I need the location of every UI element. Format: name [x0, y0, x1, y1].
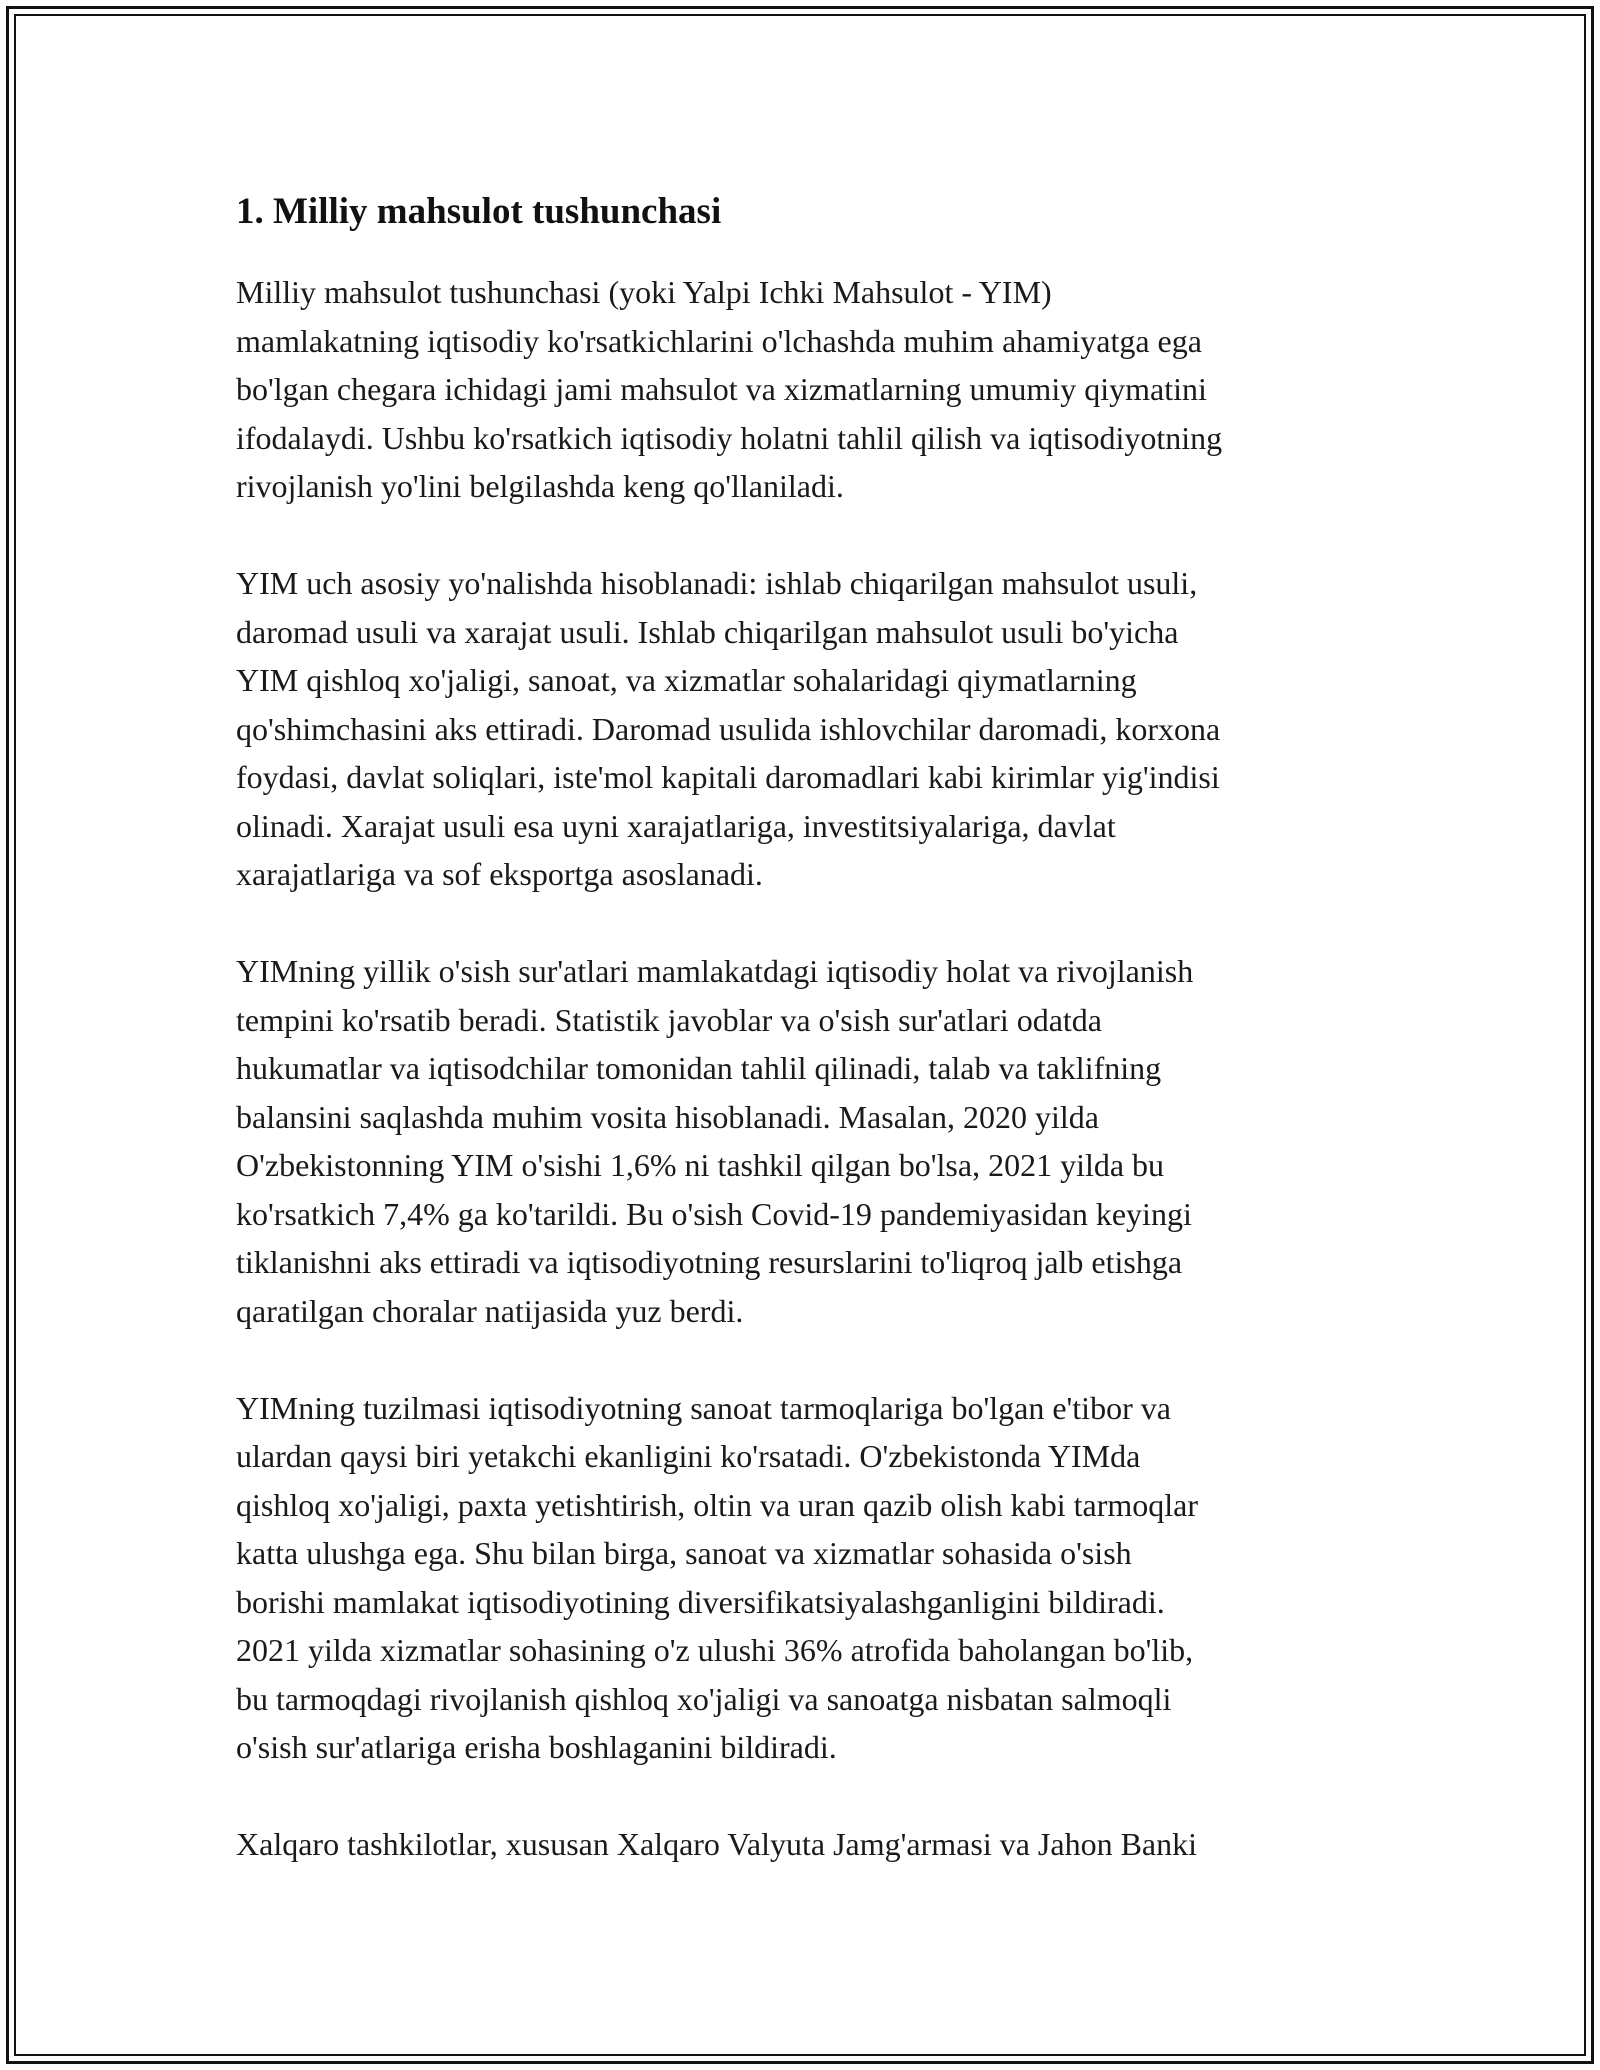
paragraph-1: Milliy mahsulot tushunchasi (yoki Yalpi Ichki Mahsulot - YIM) mamlakatning iqtisodiy ko'rsatkichlarini o'lchashda muhim ahamiyatga ega bo'lgan chegara ichidagi jami mahsulot va xizmatlarning umumiy qiymatini ifodalaydi. Ushbu ko'rsatkich iqtisodiy holatni tahlil qilish va iqtisodiyotning rivojlanish yo'lini belgilashda keng qo'llaniladi. — [236, 274, 1223, 504]
paragraph-4: YIMning tuzilmasi iqtisodiyotning sanoat tarmoqlariga bo'lgan e'tibor va ulardan qaysi biri yetakchi ekanligini ko'rsatadi. O'zbekistonda YIMda qishloq xo'jaligi, paxta yetishtirish, oltin va uran qazib olish kabi tarmoqlar katta ulushga ega. Shu bilan birga, sanoat va xizmatlar sohasida o'sish borishi mamlakat iqtisodiyotining diversifikatsiyalashganligini bildiradi. 2021 yilda xizmatlar sohasining o'z ulushi 36% atrofida baholangan bo'lib, bu tarmoqdagi rivojlanish qishloq xo'jaligi va sanoatga nisbatan salmoqli o'sish sur'atlariga erisha boshlaganini bildiradi. — [236, 1389, 1199, 1765]
paragraph-5: Xalqaro tashkilotlar, xususan Xalqaro Valyuta Jamg'armasi va Jahon Banki — [236, 1826, 1197, 1862]
document-body — [236, 186, 1396, 1917]
section-heading: 1. Milliy mahsulot tushunchasi — [236, 191, 722, 232]
paragraph-2: YIM uch asosiy yo'nalishda hisoblanadi: ishlab chiqarilgan mahsulot usuli, daromad usuli va xarajat usuli. Ishlab chiqarilgan mahsulot usuli bo'yicha YIM qishloq xo'jaligi, sanoat, va xizmatlar sohalaridagi qiymatlarning qo'shimchasini aks ettiradi. Daromad usulida ishlovchilar daromadi, korxona foydasi, davlat soliqlari, iste'mol kapitali daromadlari kabi kirimlar yig'indisi olinadi. Xarajat usuli esa uyni xarajatlariga, investitsiyalariga, davlat xarajatlariga va sof eksportga asoslanadi. — [236, 565, 1221, 892]
paragraph-3: YIMning yillik o'sish sur'atlari mamlakatdagi iqtisodiy holat va rivojlanish tempini ko'rsatib beradi. Statistik javoblar va o'sish sur'atlari odatda hukumatlar va iqtisodchilar tomonidan tahlil qilinadi, talab va taklifning balansini saqlashda muhim vosita hisoblanadi. Masalan, 2020 yilda O'zbekistonning YIM o'sishi 1,6% ni tashkil qilgan bo'lsa, 2021 yilda bu ko'rsatkich 7,4% ga ko'tarildi. Bu o'sish Covid-19 pandemiyasidan keyingi tiklanishni aks ettiradi va iqtisodiyotning resurslarini to'liqroq jalb etishga qaratilgan choralar natijasida yuz berdi. — [236, 953, 1194, 1329]
